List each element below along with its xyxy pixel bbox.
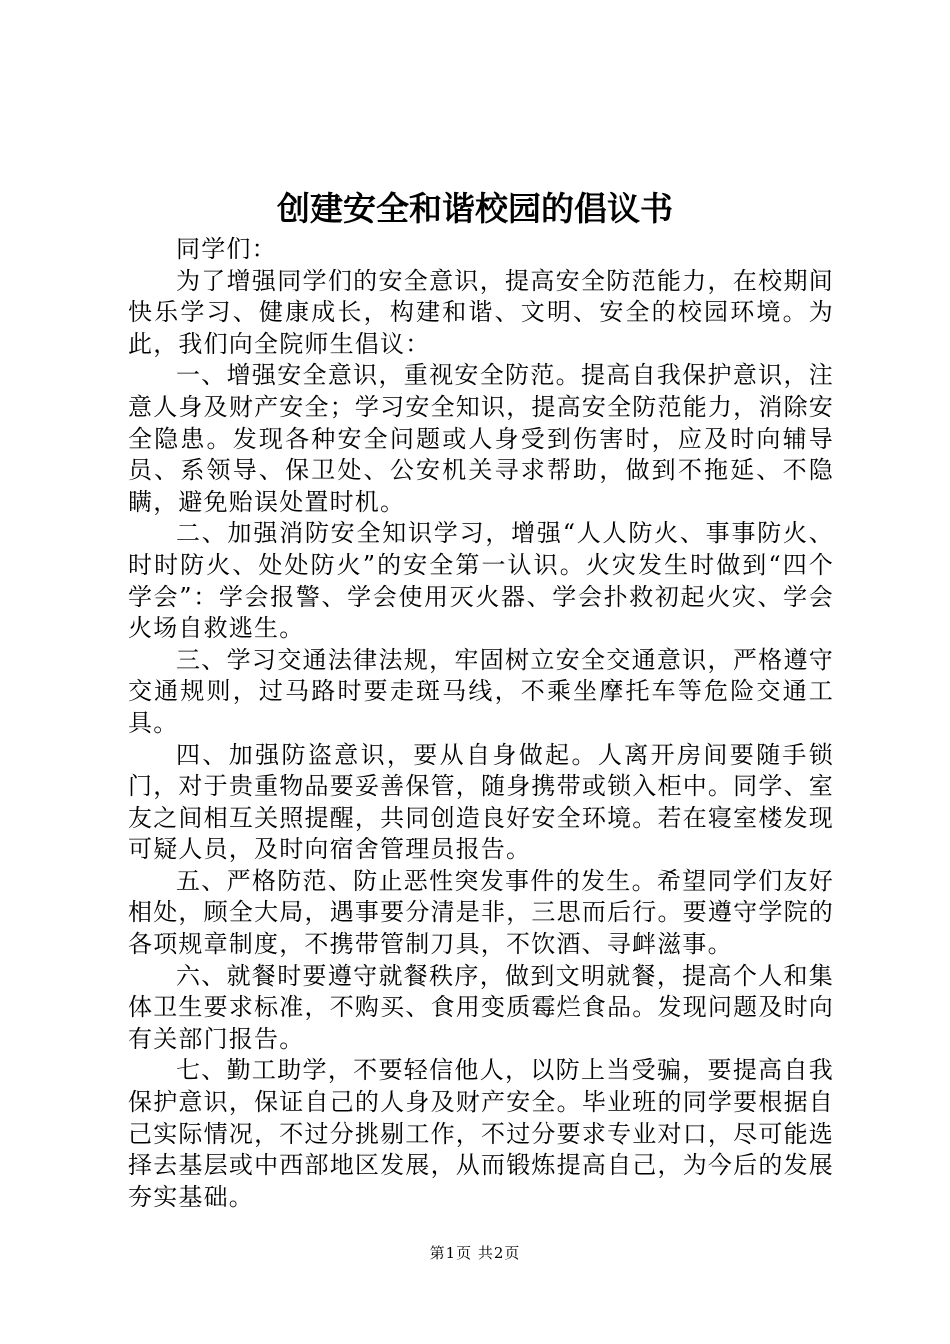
intro-paragraph: 为了增强同学们的安全意识，提高安全防范能力，在校期间快乐学习、健康成长，构建和谐、文明、安全的校园环境。为此，我们向全院师生倡议：	[128, 266, 834, 358]
proposal-item-7: 七、勤工助学，不要轻信他人，以防上当受骗，要提高自我保护意识，保证自己的人身及财产安全。毕业班的同学要根据自己实际情况，不过分挑剔工作，不过分要求专业对口，尽可能选择去基层或中西部地区发展，从而锻炼提高自己，为今后的发展夯实基础。	[128, 1056, 834, 1211]
proposal-item-3: 三、学习交通法律法规，牢固树立安全交通意识，严格遵守交通规则，过马路时要走斑马线，不乘坐摩托车等危险交通工具。	[128, 645, 834, 737]
document-title: 创建安全和谐校园的倡议书	[277, 189, 673, 228]
salutation: 同学们：	[176, 235, 277, 263]
proposal-item-2: 二、加强消防安全知识学习，增强“人人防火、事事防火、时时防火、处处防火”的安全第一认识。火灾发生时做到“四个学会”：学会报警、学会使用灭火器、学会扑救初起火灾、学会火场自救逃生。	[128, 519, 834, 643]
proposal-item-4: 四、加强防盗意识，要从自身做起。人离开房间要随手锁门，对于贵重物品要妥善保管，随身携带或锁入柜中。同学、室友之间相互关照提醒，共同创造良好安全环境。若在寝室楼发现可疑人员，及时向宿舍管理员报告。	[128, 740, 834, 864]
document-body	[128, 234, 834, 1213]
proposal-item-6: 六、就餐时要遵守就餐秩序，做到文明就餐，提高个人和集体卫生要求标准，不购买、食用变质霉烂食品。发现问题及时向有关部门报告。	[128, 961, 834, 1053]
proposal-item-1: 一、增强安全意识，重视安全防范。提高自我保护意识，注意人身及财产安全；学习安全知识，提高安全防范能力，消除安全隐患。发现各种安全问题或人身受到伤害时，应及时向辅导员、系领导、保卫处、公安机关寻求帮助，做到不拖延、不隐瞒，避免贻误处置时机。	[128, 361, 834, 516]
page-number-footer: 第1页 共2页	[429, 1244, 521, 1262]
proposal-item-5: 五、严格防范、防止恶性突发事件的发生。希望同学们友好相处，顾全大局，遇事要分清是非，三思而后行。要遵守学院的各项规章制度，不携带管制刀具，不饮酒、寻衅滋事。	[128, 866, 834, 959]
